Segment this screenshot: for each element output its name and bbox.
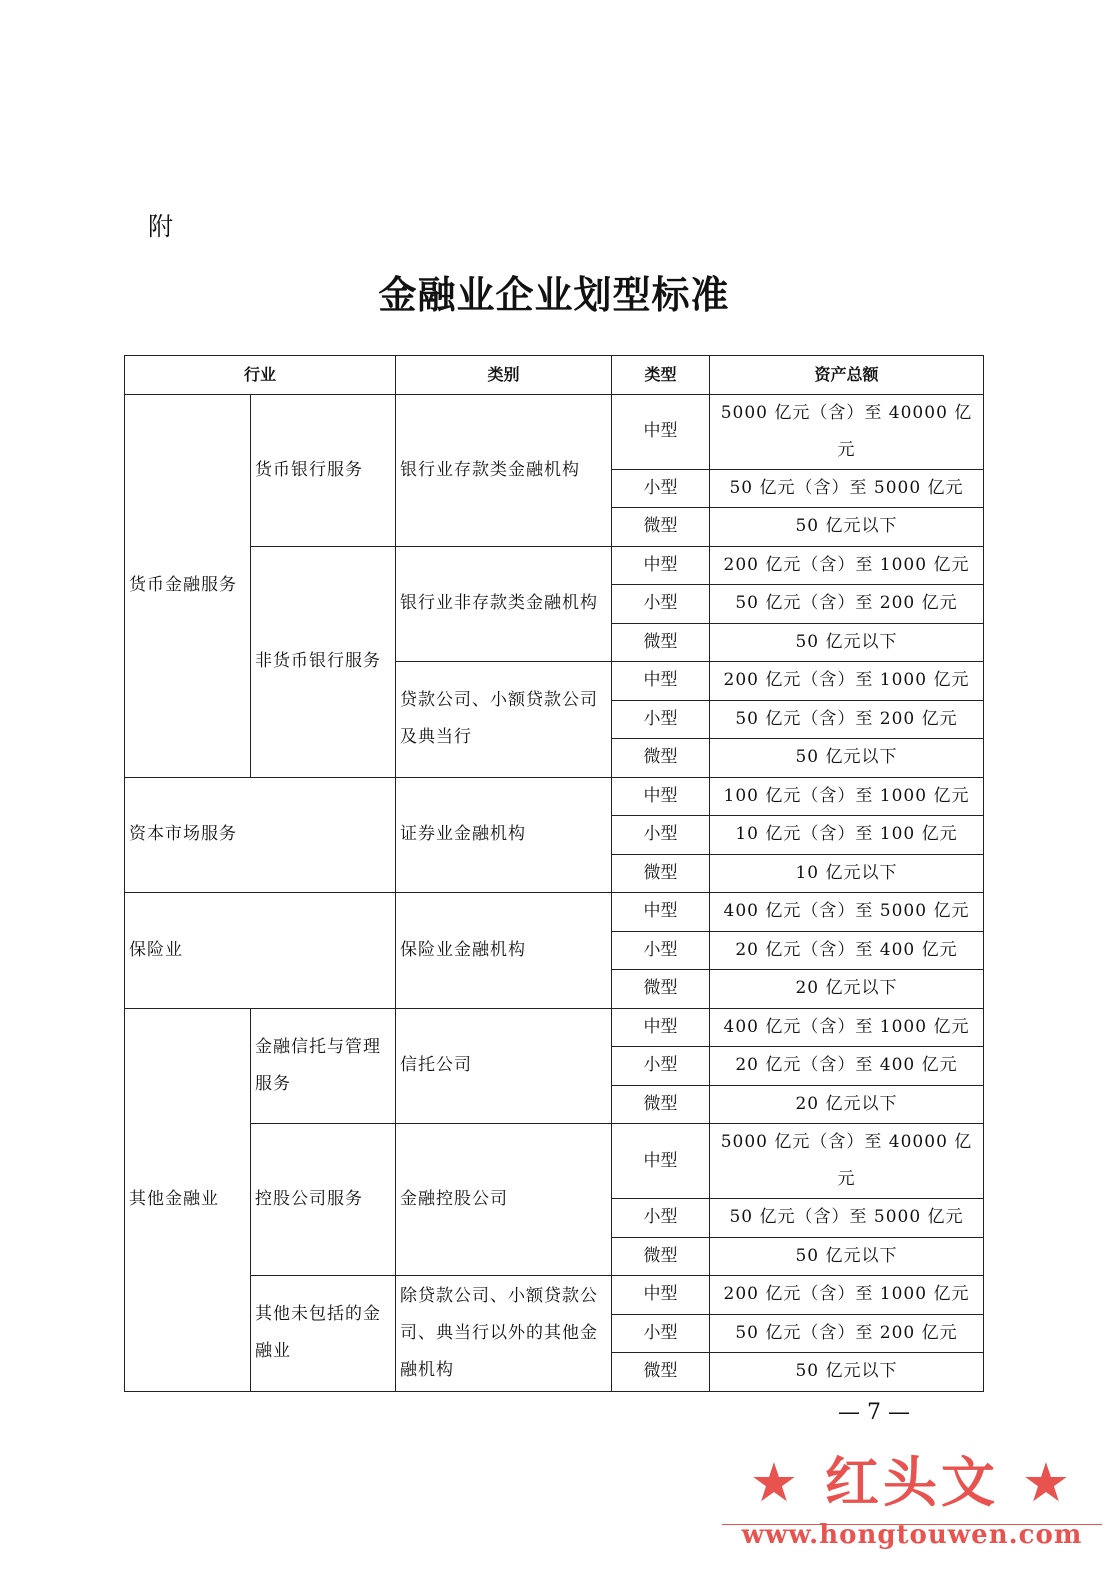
assets-cell: 400 亿元（含）至 1000 亿元 [710,1008,984,1047]
category-cell: 保险业金融机构 [396,893,612,1009]
assets-cell: 50 亿元以下 [710,623,984,662]
header-assets: 资产总额 [710,356,984,395]
assets-cell: 50 亿元以下 [710,739,984,778]
category-cell: 银行业非存款类金融机构 [396,546,612,662]
table-row [125,394,984,469]
type-cell: 中型 [612,1008,710,1047]
type-cell: 中型 [612,546,710,585]
industry-cell: 货币金融服务 [125,394,251,777]
industry-cell: 其他金融业 [125,1008,251,1391]
assets-cell: 50 亿元以下 [710,508,984,547]
page-title: 金融业企业划型标准 [378,273,730,317]
header-type: 类型 [612,356,710,395]
watermark [722,1448,1102,1578]
type-cell: 中型 [612,394,710,469]
table-row [125,777,984,816]
assets-cell: 20 亿元以下 [710,1085,984,1124]
assets-cell: 50 亿元以下 [710,1353,984,1392]
type-cell: 小型 [612,469,710,508]
assets-cell: 50 亿元（含）至 200 亿元 [710,1314,984,1353]
type-cell: 微型 [612,1237,710,1276]
type-cell: 微型 [612,508,710,547]
table-row [125,1124,984,1199]
category-cell: 除贷款公司、小额贷款公司、典当行以外的其他金融机构 [396,1276,612,1392]
sub-industry-cell: 金融信托与管理服务 [251,1008,396,1124]
table-header-row [125,356,984,395]
table-row [125,546,984,585]
assets-cell: 50 亿元（含）至 5000 亿元 [710,469,984,508]
sub-industry-cell: 控股公司服务 [251,1124,396,1276]
assets-cell: 5000 亿元（含）至 40000 亿元 [710,394,984,469]
type-cell: 小型 [612,585,710,624]
category-cell: 证券业金融机构 [396,777,612,893]
type-cell: 微型 [612,1085,710,1124]
type-cell: 微型 [612,1353,710,1392]
assets-cell: 50 亿元（含）至 5000 亿元 [710,1199,984,1238]
type-cell: 微型 [612,970,710,1009]
type-cell: 小型 [612,1047,710,1086]
industry-cell: 资本市场服务 [125,777,396,893]
type-cell: 小型 [612,931,710,970]
type-cell: 中型 [612,893,710,932]
attachment-label: 附 [148,212,174,241]
assets-cell: 50 亿元（含）至 200 亿元 [710,700,984,739]
watermark-logo: ★ 红头文 ★ [749,1451,1075,1514]
sub-industry-cell: 非货币银行服务 [251,546,396,777]
assets-cell: 20 亿元以下 [710,970,984,1009]
table-row [125,893,984,932]
assets-cell: 200 亿元（含）至 1000 亿元 [710,1276,984,1315]
page-number: — 7 — [838,1400,910,1425]
watermark-url: www.hongtouwen.com [741,1520,1083,1550]
assets-cell: 100 亿元（含）至 1000 亿元 [710,777,984,816]
type-cell: 小型 [612,700,710,739]
type-cell: 微型 [612,739,710,778]
type-cell: 微型 [612,854,710,893]
category-cell: 银行业存款类金融机构 [396,394,612,546]
assets-cell: 20 亿元（含）至 400 亿元 [710,931,984,970]
category-cell: 贷款公司、小额贷款公司及典当行 [396,662,612,778]
sub-industry-cell: 货币银行服务 [251,394,396,546]
assets-cell: 50 亿元以下 [710,1237,984,1276]
assets-cell: 10 亿元（含）至 100 亿元 [710,816,984,855]
assets-cell: 200 亿元（含）至 1000 亿元 [710,662,984,701]
table-row [125,1008,984,1047]
assets-cell: 200 亿元（含）至 1000 亿元 [710,546,984,585]
type-cell: 微型 [612,623,710,662]
category-cell: 金融控股公司 [396,1124,612,1276]
type-cell: 小型 [612,1199,710,1238]
type-cell: 中型 [612,1124,710,1199]
type-cell: 小型 [612,816,710,855]
type-cell: 中型 [612,777,710,816]
header-category: 类别 [396,356,612,395]
assets-cell: 50 亿元（含）至 200 亿元 [710,585,984,624]
type-cell: 中型 [612,662,710,701]
watermark-divider [722,1524,1102,1525]
table-row [125,1276,984,1315]
assets-cell: 400 亿元（含）至 5000 亿元 [710,893,984,932]
category-cell: 信托公司 [396,1008,612,1124]
assets-cell: 20 亿元（含）至 400 亿元 [710,1047,984,1086]
industry-cell: 保险业 [125,893,396,1009]
type-cell: 小型 [612,1314,710,1353]
type-cell: 中型 [612,1276,710,1315]
assets-cell: 5000 亿元（含）至 40000 亿元 [710,1124,984,1199]
classification-table [124,355,984,1392]
sub-industry-cell: 其他未包括的金融业 [251,1276,396,1392]
header-industry: 行业 [125,356,396,395]
assets-cell: 10 亿元以下 [710,854,984,893]
